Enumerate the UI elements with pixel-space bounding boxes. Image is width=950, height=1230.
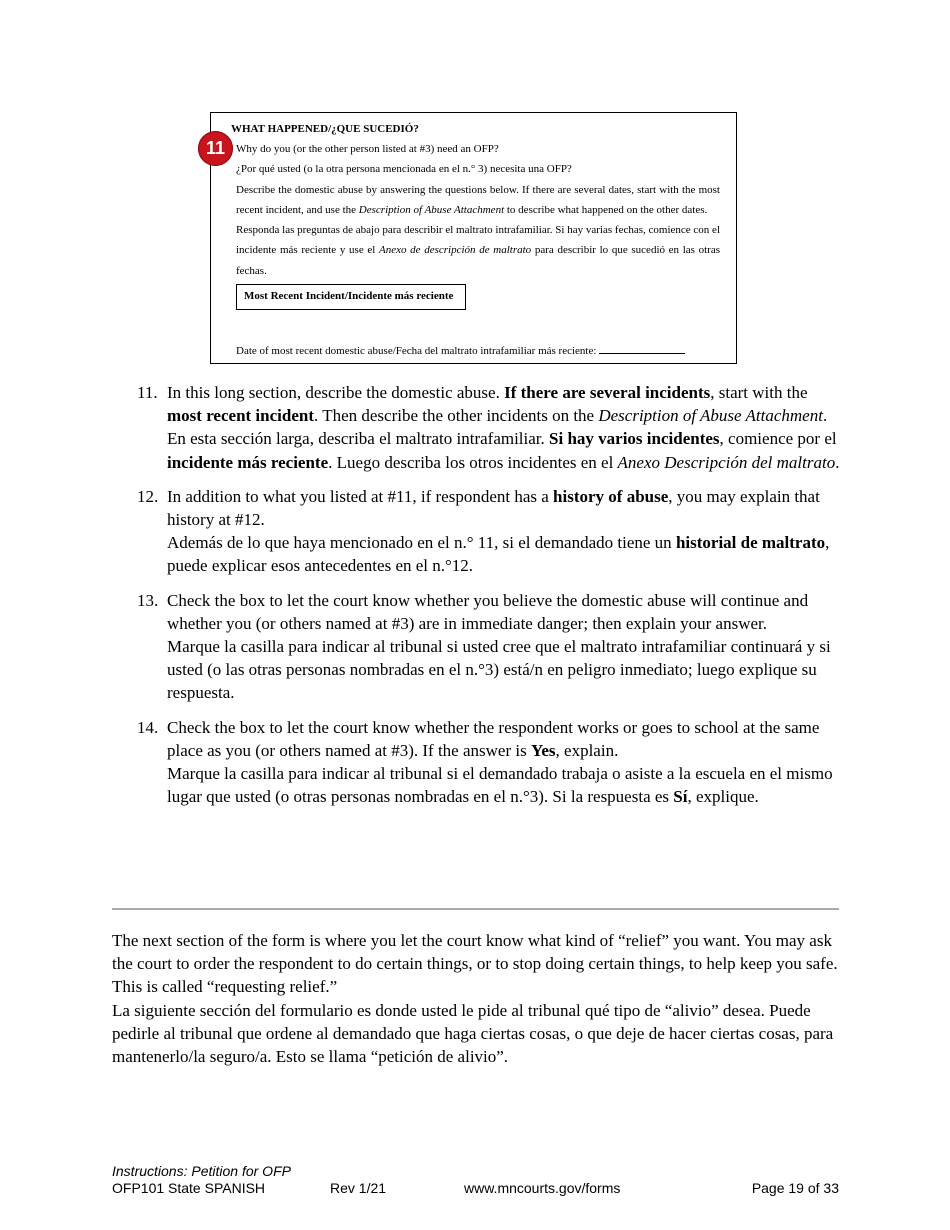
page-footer: [112, 1163, 839, 1197]
date-line: [236, 341, 685, 361]
item-text-en: In addition to what you listed at #11, if respondent has a history of abuse, you may explain that history at #12.: [167, 486, 820, 530]
instruction-list: [137, 381, 842, 819]
footer-revision: Rev 1/21: [330, 1180, 387, 1196]
item-number: 13.: [137, 590, 159, 610]
section-divider: [112, 908, 839, 910]
question-en: Why do you (or the other person listed at #3) need an OFP?: [236, 143, 499, 155]
relief-paragraph: [112, 929, 847, 1068]
footer-page-number: Page 19 of 33: [751, 1180, 839, 1196]
item-text-en: Check the box to let the court know whether you believe the domestic abuse will continue and whether you (or others named at #3) are in immediate danger; then explain your answer.: [167, 590, 809, 633]
section-body: [236, 139, 720, 310]
footer-form-id: OFP101 State SPANISH: [112, 1180, 266, 1196]
item-number: 14.: [137, 717, 159, 737]
item-text-es: Marque la casilla para indicar al tribunal si el demandado trabaja o asiste a la escuela en el mismo lugar que usted (o otras personas nombradas en el n.°3). Si la respuesta es Sí, explique.: [167, 764, 833, 807]
item-text-es: Además de lo que haya mencionado en el n.° 11, si el demandado tiene un historial de maltrato, puede explicar esos antecedentes en el n.°12.: [167, 533, 830, 576]
most-recent-incident-box: Most Recent Incident/Incidente más reciente: [236, 284, 466, 310]
section-title: WHAT HAPPENED/¿QUE SUCEDIÓ?: [231, 123, 419, 135]
list-item: [137, 716, 842, 809]
question-es: ¿Por qué usted (o la otra persona mencionada en el n.° 3) necesita una OFP?: [236, 163, 572, 176]
date-label: Date of most recent domestic abuse/Fecha del maltrato intrafamiliar más reciente:: [236, 345, 597, 357]
relief-text-en: The next section of the form is where you let the court know what kind of “relief” you want. You may ask the court to order the respondent to do certain things, or to stop doing certain things, to help keep you safe. This is called “requesting relief.”: [112, 931, 838, 997]
description-es: Responda las preguntas de abajo para describir el maltrato intrafamiliar. Si hay varias fechas, comience con el incidente más reciente y use el Anexo de descripción de maltrato para describir lo que sucedió en las otras fechas.: [236, 224, 721, 277]
description-en: Describe the domestic abuse by answering the questions below. If there are several dates, start with the most recent incident, and use the Description of Abuse Attachment to describe what happened on the other dates.: [236, 183, 720, 216]
list-item: [137, 589, 842, 705]
relief-text-es: La siguiente sección del formulario es donde usted le pide al tribunal qué tipo de “alivio” desea. Puede pedirle al tribunal que ordene al demandado que haga ciertas cosas, o que deje de hacer ciertas cosas, para mantenerlo/la seguro/a. Esto se llama “petición de alivio”.: [112, 1000, 834, 1067]
item-text-en: Check the box to let the court know whether the respondent works or goes to school at the same place as you (or others named at #3). If the answer is Yes, explain.: [167, 717, 820, 760]
list-item: [137, 381, 842, 474]
item-number: 12.: [137, 486, 159, 506]
item-text-en: In this long section, describe the domestic abuse. If there are several incidents, start with the most recent incident. Then describe the other incidents on the Description of Abuse Attachment.: [167, 383, 828, 426]
item-text-es: Marque la casilla para indicar al tribunal si usted cree que el maltrato intrafamiliar continuará y si usted (o las otras personas nombradas en el n.°3) está/n en peligro inmediato; luego explique su respuesta.: [167, 637, 831, 703]
item-text-es: En esta sección larga, describa el maltrato intrafamiliar. Si hay varios incidentes, comience por el incidente más reciente. Luego describa los otros incidentes en el Anexo Descripción del maltrato.: [167, 429, 840, 472]
footer-title: Instructions: Petition for OFP: [112, 1163, 291, 1179]
section-number-badge: 11: [198, 131, 233, 166]
item-number: 11.: [137, 383, 158, 402]
list-item: [137, 485, 842, 578]
footer-url: www.mncourts.gov/forms: [464, 1180, 621, 1196]
date-blank: [599, 341, 685, 354]
form-excerpt-box: [210, 112, 737, 364]
